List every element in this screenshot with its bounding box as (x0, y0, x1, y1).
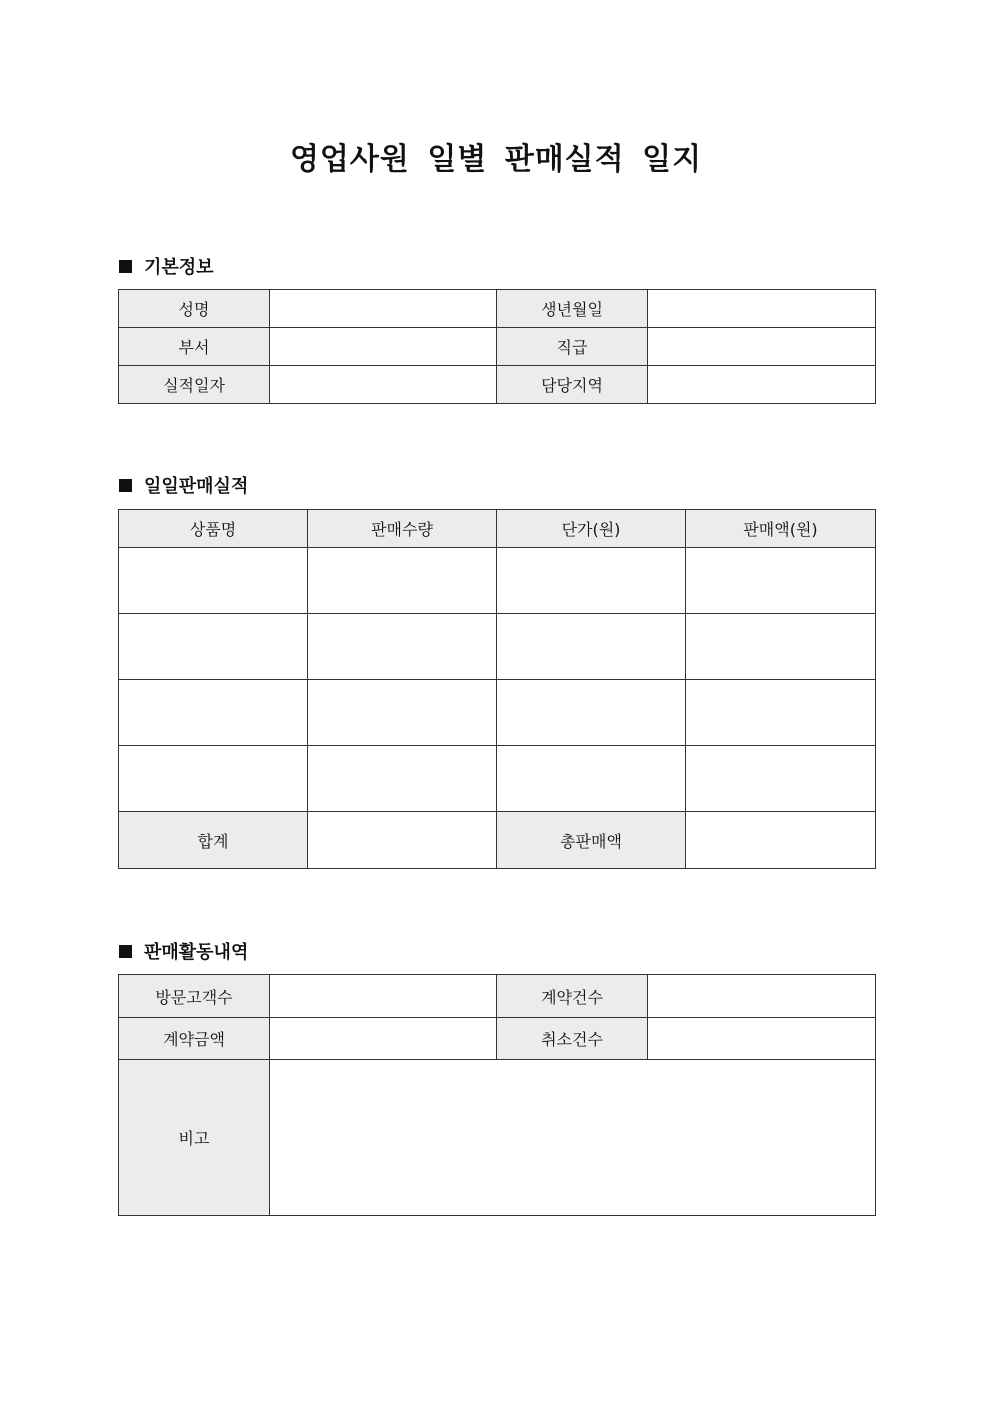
activity-row (119, 975, 876, 1018)
region-label: 담당지역 (497, 366, 648, 404)
table-row (119, 548, 876, 614)
cancel-count-label: 취소건수 (497, 1018, 648, 1060)
contract-amount-field[interactable] (270, 1018, 497, 1060)
grand-total-label: 총판매액 (497, 812, 686, 869)
product-cell[interactable] (119, 680, 308, 746)
square-bullet-icon (119, 479, 132, 492)
position-field[interactable] (648, 328, 876, 366)
product-cell[interactable] (119, 614, 308, 680)
department-field[interactable] (270, 328, 497, 366)
contract-count-label: 계약건수 (497, 975, 648, 1018)
activity-table (118, 974, 876, 1216)
remarks-label: 비고 (119, 1060, 270, 1216)
section-heading-label: 기본정보 (144, 257, 214, 278)
remarks-field[interactable] (270, 1060, 876, 1216)
unit-price-cell[interactable] (497, 746, 686, 812)
visitor-count-label: 방문고객수 (119, 975, 270, 1018)
birthdate-field[interactable] (648, 290, 876, 328)
amount-cell[interactable] (686, 746, 876, 812)
section-heading-label: 일일판매실적 (144, 476, 249, 497)
quantity-cell[interactable] (308, 548, 497, 614)
table-header-row (119, 510, 876, 548)
remarks-row (119, 1060, 876, 1216)
record-date-label: 실적일자 (119, 366, 270, 404)
amount-cell[interactable] (686, 548, 876, 614)
name-label: 성명 (119, 290, 270, 328)
section-heading-daily-sales (119, 472, 248, 498)
total-row (119, 812, 876, 869)
amount-cell[interactable] (686, 680, 876, 746)
product-cell[interactable] (119, 548, 308, 614)
cancel-count-field[interactable] (648, 1018, 876, 1060)
visitor-count-field[interactable] (270, 975, 497, 1018)
page-title: 영업사원 일별 판매실적 일지 (289, 142, 703, 177)
total-quantity-cell[interactable] (308, 812, 497, 869)
square-bullet-icon (119, 945, 132, 958)
section-heading-activity (119, 938, 248, 964)
amount-cell[interactable] (686, 614, 876, 680)
quantity-cell[interactable] (308, 614, 497, 680)
contract-count-field[interactable] (648, 975, 876, 1018)
grand-total-cell[interactable] (686, 812, 876, 869)
basic-info-row (119, 366, 876, 404)
basic-info-row (119, 328, 876, 366)
region-field[interactable] (648, 366, 876, 404)
birthdate-label: 생년월일 (497, 290, 648, 328)
column-header-amount: 판매액(원) (686, 510, 876, 548)
record-date-field[interactable] (270, 366, 497, 404)
activity-row (119, 1018, 876, 1060)
contract-amount-label: 계약금액 (119, 1018, 270, 1060)
unit-price-cell[interactable] (497, 614, 686, 680)
position-label: 직급 (497, 328, 648, 366)
total-label: 합계 (119, 812, 308, 869)
basic-info-table (118, 289, 876, 404)
product-cell[interactable] (119, 746, 308, 812)
table-row (119, 614, 876, 680)
department-label: 부서 (119, 328, 270, 366)
unit-price-cell[interactable] (497, 680, 686, 746)
name-field[interactable] (270, 290, 497, 328)
daily-sales-table (118, 509, 876, 869)
unit-price-cell[interactable] (497, 548, 686, 614)
section-heading-basic-info (119, 253, 214, 279)
basic-info-row (119, 290, 876, 328)
section-heading-label: 판매활동내역 (144, 942, 249, 963)
column-header-unit-price: 단가(원) (497, 510, 686, 548)
table-row (119, 746, 876, 812)
table-row (119, 680, 876, 746)
column-header-product: 상품명 (119, 510, 308, 548)
quantity-cell[interactable] (308, 746, 497, 812)
column-header-quantity: 판매수량 (308, 510, 497, 548)
square-bullet-icon (119, 260, 132, 273)
quantity-cell[interactable] (308, 680, 497, 746)
